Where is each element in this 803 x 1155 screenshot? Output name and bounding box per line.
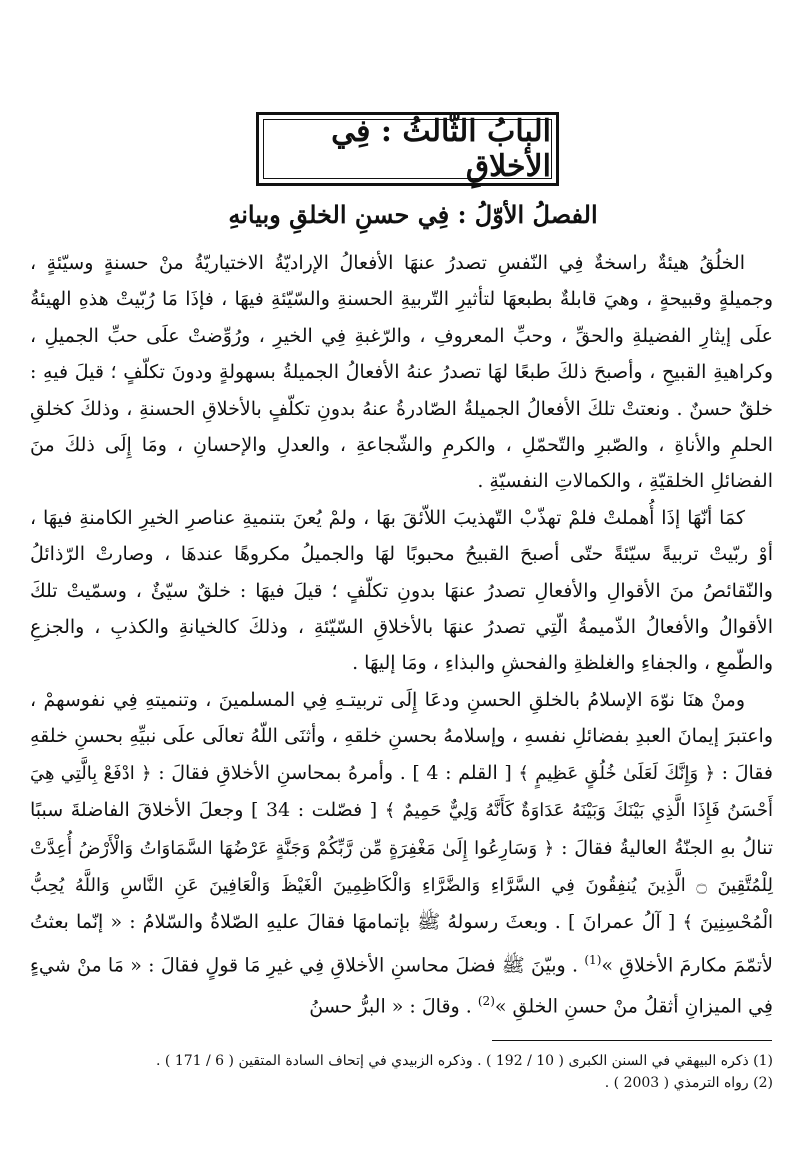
verse-ref-2: [ فصّلت : 34 ] (250, 799, 378, 822)
footnote-1: (1) ذكره البيهقي في السنن الكبرى ( 10 / 192 ) . وذكره الزبيدي في إتحاف السادة المتقين ( 6 / 171 ) . (156, 1053, 773, 1069)
footnote-ref-2[interactable]: (2) (477, 994, 495, 1009)
paragraph-1: الخلُقُ هيئةٌ راسخةٌ فِي النّفسِ تصدرُ عنهَا الأفعالُ الإراديّةُ الاختياريّةُ منْ حسنةٍ وسيّئةٍ ، وجميلةٍ وقبيحةٍ ، وهيَ قابلةٌ بطبعهَا لتأثيرِ التّربيةِ الحسنةِ والسّيّئةِ فيهَا ، فإذَا مَا رُبّيتْ هذهِ الهيئةُ علَى إيثارِ الفضيلةِ والحقِّ ، وحبِّ المعروفِ ، والرّغبةِ فِي الخيرِ ، ورُوِّضتْ علَى حبِّ الجميلِ ، وكراهيةِ القبيحِ ، وأصبحَ ذلكَ طبعًا لهَا تصدرُ عنهُ الأفعالُ الجميلةُ بسهولةٍ ودونَ تكلّفٍ ؛ قيلَ فيهِ : خلقٌ حسنٌ . ونعتتْ تلكَ الأفعالُ الجميلةُ الصّادرةُ عنهُ بدونِ تكلّفٍ بالأخلاقِ الحسنةِ ، وذلكَ كخلقِ الحلمِ والأناةِ ، والصّبرِ والتّحمّلِ ، والكرمِ والشّجاعةِ ، والعدلِ والإحسانِ ، ومَا إِلَى ذلكَ منَ الفضائلِ الخلقيّةِ ، والكمالاتِ النفسيّةِ . (30, 252, 773, 493)
verse-ref-1: [ القلم : 4 ] (412, 761, 512, 784)
paragraph-3-text-2: . وأمرهُ بمحاسنِ الأخلاقِ فقالَ : (158, 761, 406, 784)
footnote-2: (2) رواه الترمذي ( 2003 ) . (604, 1075, 773, 1091)
footnote-ref-1[interactable]: (1) (584, 952, 602, 967)
quran-verse-2: ﴿ ادْفَعْ بِالَّتِي هِيَ أَحْسَنُ فَإِذَا الَّذِي بَيْنَكَ وَبَيْنَهُ عَدَاوَةٌ كَأَنَّهُ وَلِيٌّ حَمِيمٌ ﴾ (30, 762, 773, 822)
body-text (30, 245, 773, 1025)
quran-verse-3: ﴿ وَسَارِعُوا إِلَىٰ مَغْفِرَةٍ مِّن رَّبِّكُمْ وَجَنَّةٍ عَرْضُهَا السَّمَاوَاتُ وَالْأَرْضُ أُعِدَّتْ لِلْمُتَّقِينَ ۝ الَّذِينَ يُنفِقُونَ فِي السَّرَّاءِ وَالضَّرَّاءِ وَالْكَاظِمِينَ الْغَيْظَ وَالْعَافِينَ عَنِ النَّاسِ وَاللَّهُ يُحِبُّ الْمُحْسِنِينَ ﴾ (30, 837, 773, 934)
paragraph-3-text-1: ومنْ هنَا نوّهَ الإسلامُ بالخلقِ الحسنِ ودعَا إِلَى تربيتـهِ فِي المسلمينَ ، وتنميتهِ فِي نفوسهمْ ، واعتبرَ إيمانَ العبدِ بفضائلِ نفسهِ ، وإسلامهُ بحسنِ خلقهِ ، وأثنَى اللّهُ تعالَى علَى نبيِّهِ بحسنِ خلقهِ فقالَ : (30, 688, 773, 784)
paragraph-3-text-6: . وقالَ : « البرُّ حسنُ (309, 995, 472, 1018)
quran-verse-1: ﴿ وَإِنَّكَ لَعَلَىٰ خُلُقٍ عَظِيمٍ ﴾ (518, 762, 716, 784)
paragraph-3-text-4: . وبعثَ رسولهُ ﷺ بإتمامهَا فقالَ عليهِ الصّلاةُ والسّلامُ : « إنّما بعثتُ لأتمّمَ مكارمَ الأخلاقِ » (30, 911, 773, 977)
paragraph-2: كمَا أنّهَا إذَا أُهملتْ فلمْ تهذّبْ التّهذيبَ اللاّئقَ بهَا ، ولمْ يُعنَ بتنميةِ عناصرِ الخيرِ الكامنةِ فيهَا ، أوْ ربّيتْ تربيةً سيّئةً حتّى أصبحَ القبيحُ محبوبًا لهَا والجميلُ مكروهًا عندهَا ، وصارتْ الرّذائلُ والنّقائصُ منَ الأقوالِ والأفعالِ تصدرُ عنهَا بدونِ تكلّفٍ ؛ قيلَ فيهَا : خلقٌ سيّئٌ ، وسمّيتْ تلكَ الأقوالُ والأفعالُ الذّميمةُ الّتِي تصدرُ عنهَا بالأخلاقِ السّيّئةِ ، وذلكَ كالخيانةِ والكذبِ ، والجزعِ والطّمعِ ، والجفاءِ والغلظةِ والفحشِ والبذاءِ ، ومَا إليهَا . (30, 506, 773, 675)
verse-ref-3: [ آلُ عمرانَ ] (567, 911, 676, 934)
paragraph-3-text-3: وجعلَ الأخلاقَ الفاضلةَ سببًا تنالُ بهِ الجنّةُ العاليةُ فقالَ : (30, 799, 773, 859)
footnote-divider (492, 1040, 772, 1041)
paragraph-3 (30, 682, 773, 1025)
section-title: الفصلُ الأوّلُ : فِي حسنِ الخلقِ وبيانهِ (228, 200, 598, 229)
chapter-title: البابُ الثّالثُ : فِي الأخلاقِ (263, 119, 552, 179)
chapter-title-frame (256, 112, 559, 186)
paragraph-3-text-5: . وبيّنَ ﷺ فضلَ محاسنِ الأخلاقِ فِي غيرِ مَا قولٍ فقالَ : « مَا منْ شيءٍ فِي الميزانِ أثقلُ منْ حسنِ الخلقِ » (30, 954, 773, 1018)
footnotes (30, 1050, 773, 1094)
